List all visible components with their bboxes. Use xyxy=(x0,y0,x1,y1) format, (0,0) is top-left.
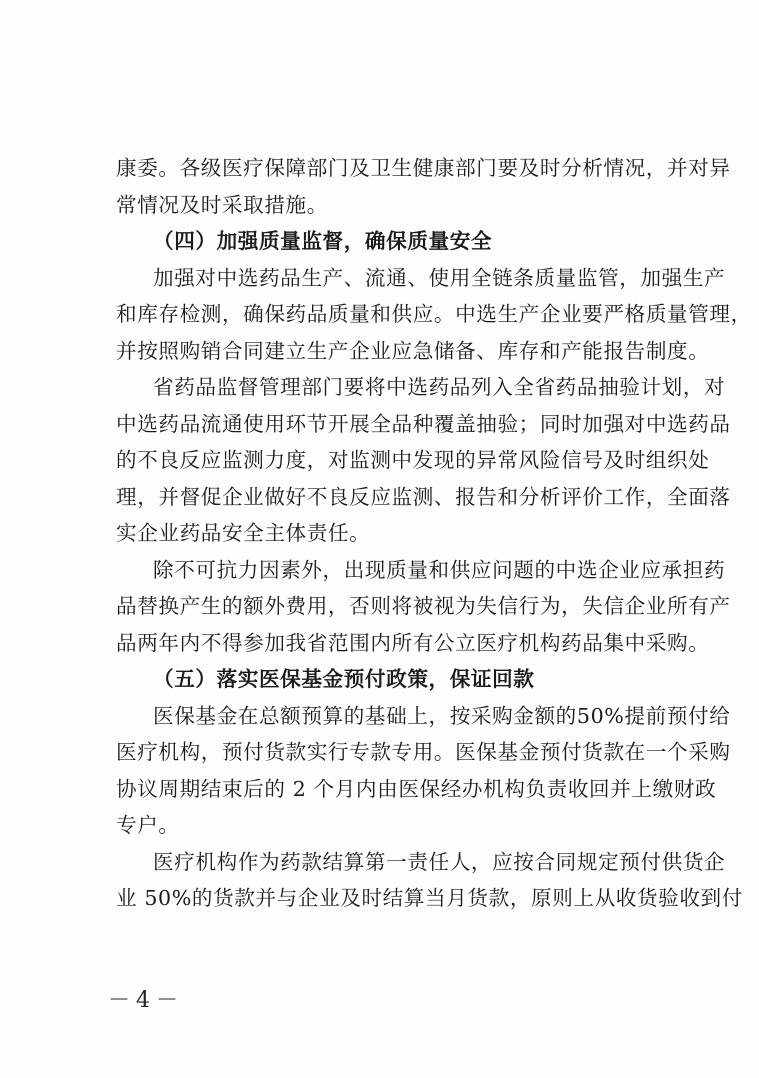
text-line: 省药品监督管理部门要将中选药品列入全省药品抽验计划，对 xyxy=(153,375,726,399)
text-line: 业 50%的货款并与企业及时结算当月货款，原则上从收货验收到付 xyxy=(116,886,743,910)
text-line: 加强对中选药品生产、流通、使用全链条质量监管，加强生产 xyxy=(153,265,726,290)
text-line: 协议周期结束后的 2 个月内由医保经办机构负责收回并上缴财政 xyxy=(116,776,717,801)
document-body xyxy=(116,150,752,917)
paragraph-quality-supervision xyxy=(116,260,752,370)
paragraph-settlement xyxy=(116,844,743,917)
text-line: 品替换产生的额外费用，否则将被视为失信行为，失信企业所有产 xyxy=(116,594,731,618)
text-line: 实企业药品安全主体责任。 xyxy=(116,521,371,545)
text-line: 中选药品流通使用环节开展全品种覆盖抽验；同时加强对中选药品 xyxy=(116,411,731,436)
text-line: 医疗机构，预付货款实行专款专用。医保基金预付货款在一个采购 xyxy=(116,740,731,764)
section-heading-quality xyxy=(116,223,661,260)
page-number: －4－ xyxy=(108,988,184,1013)
text-line: 除不可抗力因素外，出现质量和供应问题的中选企业应承担药 xyxy=(153,557,726,582)
text-line: 和库存检测，确保药品质量和供应。中选生产企业要严格质量管理， xyxy=(116,302,752,326)
text-line: 并按照购销合同建立生产企业应急储备、库存和产能报告制度。 xyxy=(116,338,710,363)
section-heading-prepayment xyxy=(116,661,661,698)
text-line: 康委。各级医疗保障部门及卫生健康部门要及时分析情况，并对异 xyxy=(116,156,731,180)
text-line: 理，并督促企业做好不良反应监测、报告和分析评价工作，全面落 xyxy=(116,484,731,509)
text-line: 医疗机构作为药款结算第一责任人，应按合同规定预付供货企 xyxy=(153,849,726,874)
heading-text: （四）加强质量监督，确保质量安全 xyxy=(153,229,493,253)
text-line: 医保基金在总额预算的基础上，按采购金额的50%提前预付给 xyxy=(153,703,731,728)
text-line: 常情况及时采取措施。 xyxy=(116,192,328,217)
text-line: 品两年内不得参加我省范围内所有公立医疗机构药品集中采购。 xyxy=(116,630,710,655)
paragraph-fund-prepayment xyxy=(116,698,731,844)
paragraph-drug-sampling xyxy=(116,369,731,552)
paragraph-force-majeure xyxy=(116,552,731,662)
paragraph-continuation xyxy=(116,150,731,223)
heading-text: （五）落实医保基金预付政策，保证回款 xyxy=(153,667,535,691)
text-line: 的不良反应监测力度，对监测中发现的异常风险信号及时组织处 xyxy=(116,448,710,472)
text-line: 专户。 xyxy=(116,813,180,837)
